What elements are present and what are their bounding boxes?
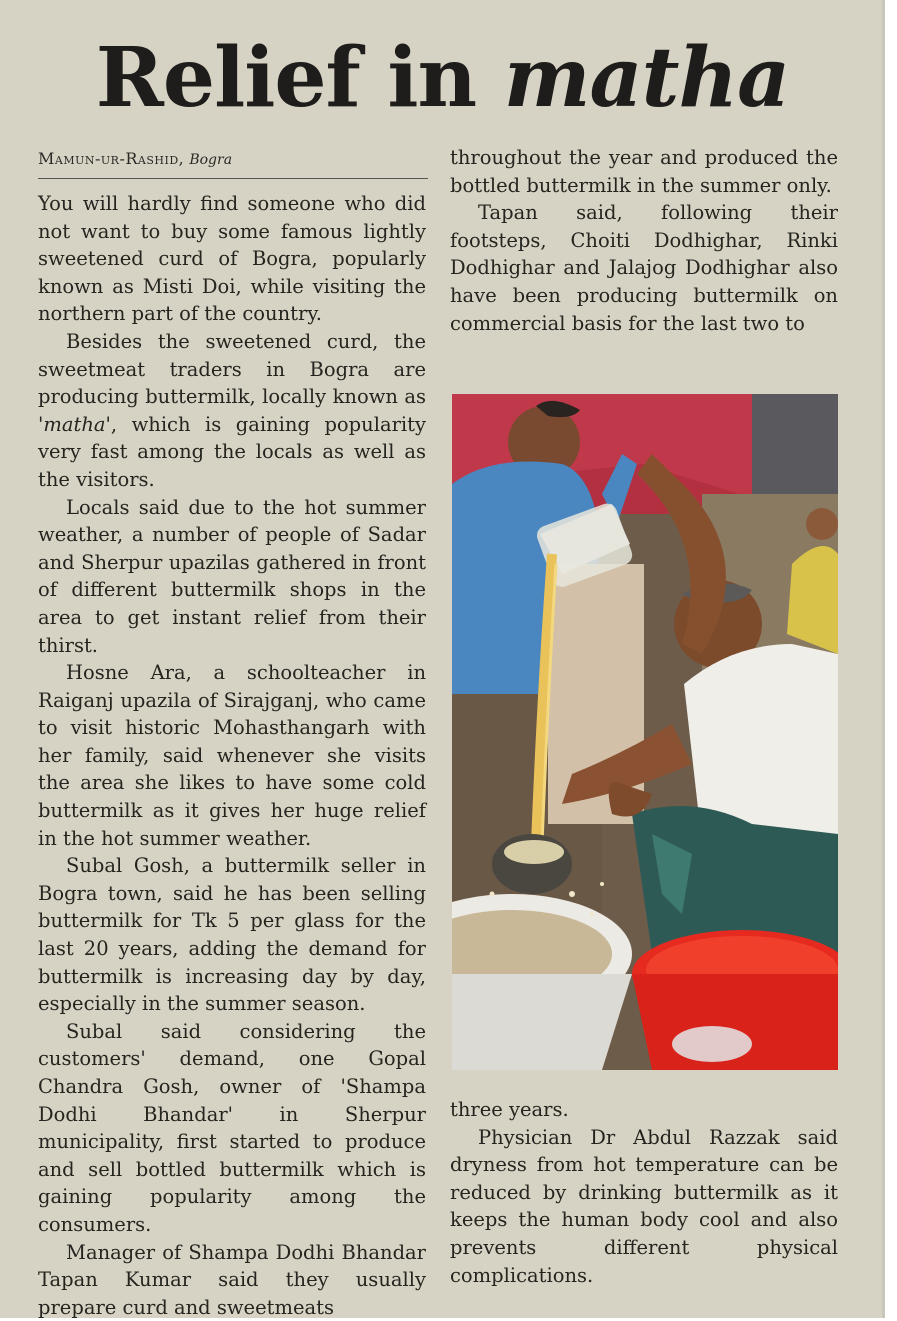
headline-part1: Relief in [95, 30, 504, 126]
col1-paragraph-6: Subal said considering the customers' demand, one Gopal Chandra Gosh, owner of 'Shampa Dodhi Bhandar' in Sherpur municipality, first started to produce and sell bottled buttermilk which is gaining popularity among the consumers. [38, 1019, 426, 1236]
byline-place: Bogra [189, 152, 233, 168]
headline-part2: matha [503, 30, 790, 126]
col1-p2-text-a: Besides the sweetened curd, the sweetmeat traders in Bogra are producing buttermilk, locally known as ' [38, 329, 426, 436]
col1-paragraph-7: Manager of Shampa Dodhi Bhandar Tapan Kumar said they usually prepare curd and sweetmeats [38, 1240, 426, 1319]
column-1 [38, 190, 426, 1321]
col2-paragraph-1: throughout the year and produced the bottled buttermilk in the summer only. [450, 146, 838, 197]
col1-p2-italic: matha [43, 412, 106, 436]
byline [38, 148, 428, 171]
column-2-top [450, 144, 838, 337]
col1-paragraph-5: Subal Gosh, a buttermilk seller in Bogra town, said he has been selling buttermilk for Tk 5 per glass for the last 20 years, adding the demand for buttermilk is increasing day by day, especially in the summer season. [38, 854, 426, 1016]
col2-paragraph-4: Physician Dr Abdul Razzak said dryness from hot temperature can be reduced by drinking buttermilk as it keeps the human body cool and also prevents different physical complications. [450, 1125, 838, 1287]
column-2-bottom [450, 1096, 838, 1289]
photo-buttermilk-seller [452, 394, 838, 1070]
news-photo [452, 394, 838, 1070]
col2-paragraph-3: three years. [450, 1098, 569, 1121]
byline-rule [38, 178, 428, 179]
headline [0, 28, 885, 128]
col1-paragraph-2 [38, 328, 426, 494]
col2-paragraph-2: Tapan said, following their footsteps, Choiti Dodhighar, Rinki Dodhighar and Jalajog Dodhighar also have been producing buttermilk on commercial basis for the last two to [450, 201, 838, 335]
byline-author: Mamun-ur-Rashid, [38, 149, 185, 168]
col1-paragraph-3: Locals said due to the hot summer weather, a number of people of Sadar and Sherpur upazilas gathered in front of different buttermilk shops in the area to get instant relief from their thirst. [38, 495, 426, 657]
col1-p2-text-c: ', which is gaining popularity very fast among the locals as well as the visitors. [38, 412, 426, 491]
col1-paragraph-4: Hosne Ara, a schoolteacher in Raiganj upazila of Sirajganj, who came to visit historic Mohasthangarh with her family, said whenever she visits the area she likes to have some cold buttermilk as it gives her huge relief in the hot summer weather. [38, 661, 426, 850]
col1-paragraph-1: You will hardly find someone who did not want to buy some famous lightly sweetened curd of Bogra, popularly known as Misti Doi, while visiting the northern part of the country. [38, 192, 426, 326]
